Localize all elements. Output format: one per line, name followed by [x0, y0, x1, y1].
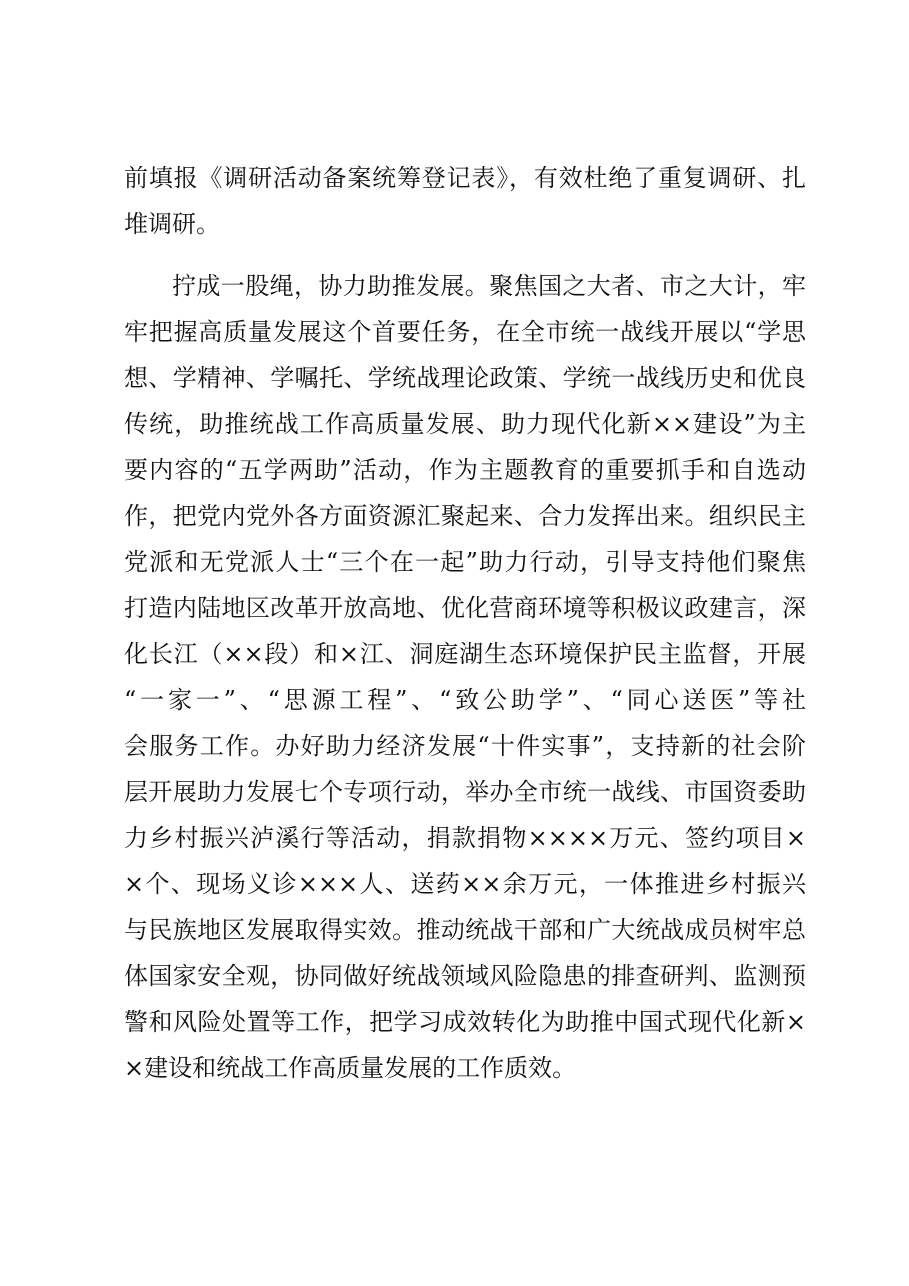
text-line: 作，把党内党外各方面资源汇聚起来、合力发挥出来。组织民主	[124, 502, 806, 530]
text-line: ×建设和统战工作高质量发展的工作质效。	[124, 1054, 577, 1082]
text-line: 体国家安全观，协同做好统战领域风险隐患的排查研判、监测预	[124, 962, 806, 990]
text-line: 会服务工作。办好助力经济发展“十件实事”，支持新的社会阶	[124, 732, 806, 760]
text-line: 层开展助力发展七个专项行动，举办全市统一战线、市国资委助	[124, 778, 806, 806]
text-line: 想、学精神、学嘱托、学统战理论政策、学统一战线历史和优良	[124, 364, 806, 392]
text-line: “一家一”、“思源工程”、“致公助学”、“同心送医”等社	[124, 686, 806, 714]
text-line: 要内容的“五学两助”活动，作为主题教育的重要抓手和自选动	[124, 456, 806, 484]
text-line: 打造内陆地区改革开放高地、优化营商环境等积极议政建言，深	[124, 594, 806, 622]
text-line: 化长江（××段）和×江、洞庭湖生态环境保护民主监督，开展	[124, 640, 806, 668]
text-line: 与民族地区发展取得实效。推动统战干部和广大统战成员树牢总	[124, 916, 806, 944]
text-line: 警和风险处置等工作，把学习成效转化为助推中国式现代化新×	[124, 1008, 806, 1036]
text-line: ×个、现场义诊×××人、送药××余万元，一体推进乡村振兴	[124, 870, 806, 898]
text-line: 牢把握高质量发展这个首要任务，在全市统一战线开展以“学思	[124, 318, 806, 346]
text-line: 堆调研。	[124, 210, 220, 238]
text-line: 传统，助推统战工作高质量发展、助力现代化新××建设”为主	[124, 410, 806, 438]
text-line: 党派和无党派人士“三个在一起”助力行动，引导支持他们聚焦	[124, 548, 806, 576]
paragraph-first-line: 拧成一股绳，协力助推发展。聚焦国之大者、市之大计，牢	[172, 272, 806, 300]
text-line: 力乡村振兴泸溪行等活动，捐款捐物××××万元、签约项目×	[124, 824, 806, 852]
text-line: 前填报《调研活动备案统筹登记表》，有效杜绝了重复调研、扎	[124, 164, 806, 192]
